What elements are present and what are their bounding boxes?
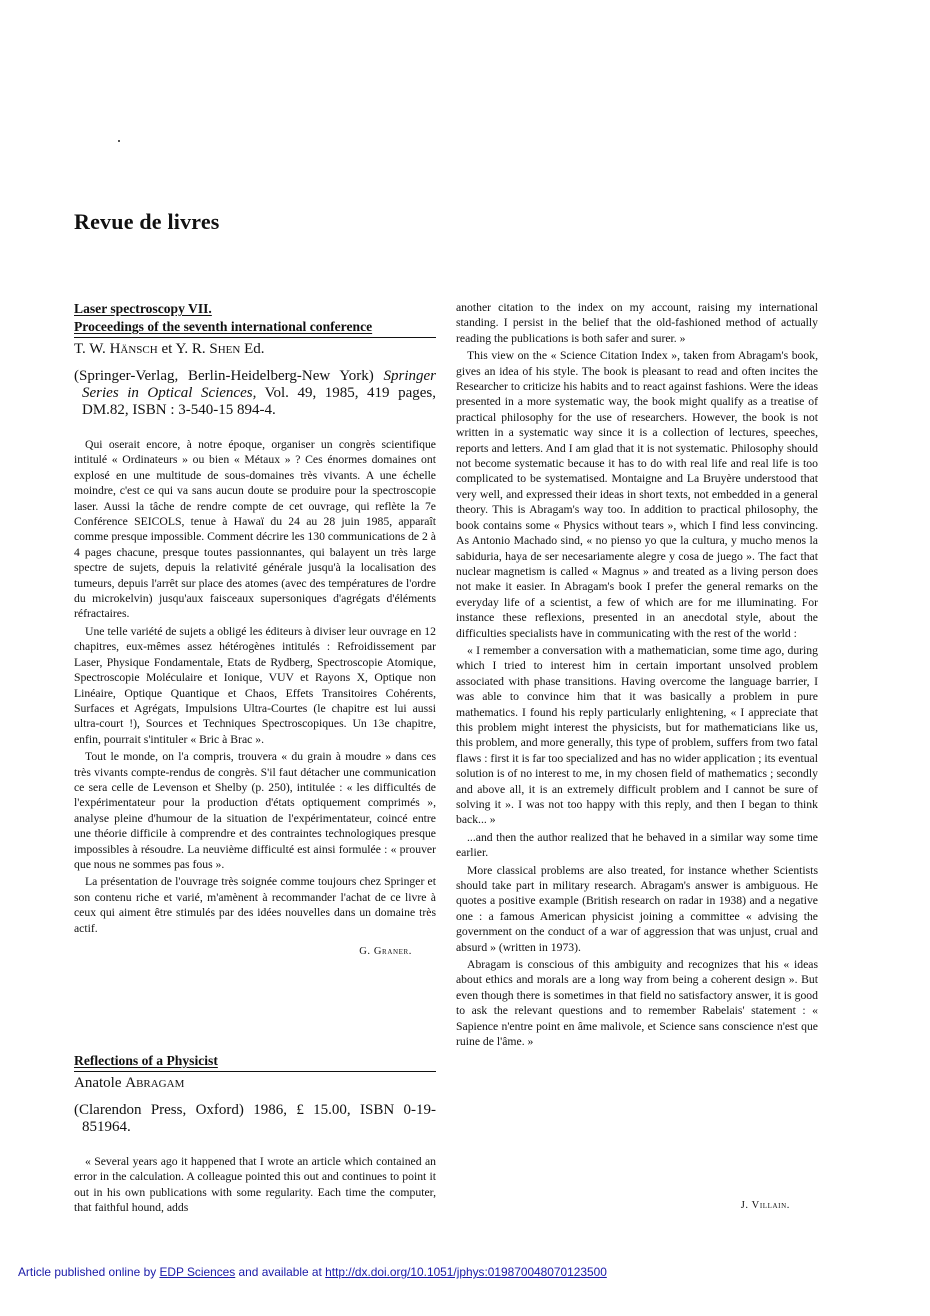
review1-publication-info [74, 368, 436, 419]
review1-pub-post: Vol. 49, 1985, 419 pages, DM.82, ISBN : 3-540-15 894-4. [82, 385, 436, 418]
review1-paragraph: Une telle variété de sujets a obligé les éditeurs à diviser leur ouvrage en 12 chapitres, eux-mêmes assez hétérogènes intitulés : Refroidissement par Laser, Physique Fondamentale, Etats de Rydberg, Spectroscopie Atomique, Spectroscopie Moléculaire et Ionique, VUV et Rayons X, Optique non Linéaire, Optique Quantique et Chaos, Effets Transitoires Cohérents, Surfaces et Agrégats, Impulsions Ultra-Courtes (le chapitre est lui aussi ultra-court !), Sources et Techniques Spectroscopiques. Un 13e chapitre, enfin, pourrait s'intituler « Bric à Brac ». [74, 624, 436, 746]
review2-continuation [456, 300, 818, 1052]
review2-signature: J. Villain. [740, 1200, 790, 1211]
review2-paragraph: ...and then the author realized that he behaved in a similar way some time earlier. [456, 830, 818, 860]
review2-quote-paragraph: « Several years ago it happened that I wrote an article which contained an error in the calculation. A colleague pointed this out and continues to point it out in his own publications with some regularity. Each time the computer, that faithful hound, adds [74, 1155, 436, 1215]
review2-paragraph: Abragam is conscious of this ambiguity and recognizes that his « ideas about ethics and morals are a long way from being a coherent design ». But even though there is sometimes in that field no satisfactory answer, it is good to ask the relevant questions and to remember Rabelais' statement : « Sapience n'entre point en âme malivole, et Science sans conscience n'est que ruine de l'âme. » [456, 958, 818, 1049]
stray-dot-mark [118, 140, 120, 142]
review2-paragraph: This view on the « Science Citation Index », taken from Abragam's book, gives an idea of his style. The book is pleasant to read and often incites the Researcher to criticize his habits and to react against fashions. Were the ideas presented in a more systematic way, the book might qualify as a treatise of practical philosophy for the use of researchers. However, the book is not written in a systematic way since it is a collection of lectures, speeches, reports and letters. And I am glad that it is not systematic. Philosophy should not become systematic because it has to do with real life and real life is too complicated to be systematised. Montaigne and La Bruyère understood that very well, and expressed their ideas in short texts, not embedded in a general theory. This is Abragam's way too. In addition to practical philosophy, the book contains some « Physics without tears », which I find less convincing. As Antonio Machado sind, « no pienso yo que la cultura, y mucho menos la sabiduria, haya de ser necesariamente alegre y cosa de juego ». The fact that nuclear magnetism is called « Magnus » and treated as a living person does not make it easier. In Abragam's book I prefer the general remarks on the everyday life of a scientist, a few of which are for me illuminating. For instance these reflexions, presented in an anecdotal style, about the difficulties specialists have in communicating with the rest of the world : [456, 349, 818, 640]
review1-title-line1: Laser spectroscopy VII. [74, 301, 212, 316]
review1-paragraph: La présentation de l'ouvrage très soignée comme toujours chez Springer et son contenu riche et varié, m'amènent à recommander l'achat de ce livre à ceux qui aiment être stimulés par des idées nouvelles dans un domaine très actif. [74, 875, 436, 935]
review1-pub-pre: (Springer-Verlag, Berlin-Heidelberg-New York) [74, 368, 384, 384]
review1-author-b-surname: Shen [209, 341, 241, 357]
page-title: Revue de livres [74, 209, 220, 234]
review1-authors [74, 340, 436, 358]
review1-body [74, 437, 436, 936]
review2-paragraph: More classical problems are also treated, for instance whether Scientists should take part in military research. Abragam's answer is ambiguous. He quotes a positive example (British research on radar in 1938) and a negative one : a famous American physicist joining a committee « advising the government on the conduct of a war of aggression that was unjust, crual and absurd » (written in 1973). [456, 863, 818, 954]
footer-text-1: Article published online by [18, 1265, 160, 1279]
review-laser-spectroscopy [74, 300, 436, 957]
review2-body-continued [456, 300, 818, 1050]
footer-link-edp-sciences[interactable]: EDP Sciences [159, 1265, 236, 1279]
review2-body-start [74, 1154, 436, 1216]
review-reflections-of-a-physicist [74, 1052, 436, 1218]
review1-title-line2: Proceedings of the seventh international conference [74, 319, 373, 334]
review1-author-a: T. W. [74, 341, 110, 357]
review1-author-b: et Y. R. [157, 341, 210, 357]
publication-footer [18, 1265, 607, 1279]
review2-author-surname: Abragam [125, 1075, 185, 1091]
review2-paragraph: « I remember a conversation with a mathematician, some time ago, during which I tried to interest him in certain important unsolved problem associated with phase transitions. Having overcome the language barrier, I was able to convince him that it was basically a problem in pure mathematics. I found his reply particularly enlightening, « I appreciate that this problem might interest the physicists, but for mathematicians like us, this problem, and more generally, this type of problem, suffers from two fatal flaws : first it is far too specialized and has no wider application ; its eventual solution is of no interest to me, in my chosen field of mathematics ; secondly and above all, it is an extremely difficult problem and I cannot be sure of solving it ». I was not too happy with this reply, and then I began to think back... » [456, 643, 818, 827]
review2-paragraph: another citation to the index on my account, raising my international standing. I persist in the belief that the old-fashioned method of actually reading the publications is both safer and surer. » [456, 301, 818, 345]
review1-pub-series: Springer Series in Optical Sciences, [82, 368, 436, 401]
review2-title: Reflections of a Physicist [74, 1053, 218, 1068]
footer-text-2: and available at [235, 1265, 326, 1279]
review2-author-first: Anatole [74, 1075, 126, 1091]
review1-author-end: Ed. [240, 341, 265, 357]
footer-link-doi[interactable]: http://dx.doi.org/10.1051/jphys:019870048070123500 [325, 1265, 607, 1279]
review2-author [74, 1074, 436, 1092]
review1-paragraph: Qui oserait encore, à notre époque, organiser un congrès scientifique intitulé « Ordinateurs » ou bien « Métaux » ? Ces énormes domaines ont explosé en une multitude de sous-domaines très vivants. A une échelle moindre, c'est ce qui va sans aucun doute se produire pour la spectroscopie laser. Aussi la tâche de rendre compte de cet ouvrage, qui reflète la 7e Conférence SEICOLS, tenue à Hawaï du 24 au 28 juin 1985, apparaît comme presque impossible. Comment décrire les 130 communications de 2 à 4 pages chacune, presque toutes passionnantes, qui balayent un très large spectre de sujets, depuis la relativité générale jusqu'à la localisation des tumeurs, depuis l'arrêt sur place des atomes (avec des températures de l'ordre du microkelvin) jusqu'aux faisceaux supersoniques d'agrégats d'éléments réfractaires. [74, 438, 436, 621]
review1-author-a-surname: Hänsch [109, 341, 158, 357]
review1-title-rule [74, 337, 436, 338]
review2-publication-info: (Clarendon Press, Oxford) 1986, £ 15.00, ISBN 0-19-851964. [74, 1102, 436, 1135]
review2-title-rule [74, 1071, 436, 1072]
review1-signature: G. Graner. [359, 946, 412, 957]
review1-paragraph: Tout le monde, on l'a compris, trouvera « du grain à moudre » dans ces très vivants compte-rendus de congrès. S'il faut détacher une communication ce sera celle de Levenson et Shelby (p. 250), intitulée : « les difficultés de l'expérimentateur pour la production d'états optiquement comprimés », analyse pleine d'humour de la situation de l'expérimentateur, coincé entre une théorie difficile à comprendre et des contraintes technologiques presque impossibles à résoudre. La neuvième difficulté est ainsi formulée : « prouver que nous ne sommes pas fous ». [74, 750, 436, 871]
